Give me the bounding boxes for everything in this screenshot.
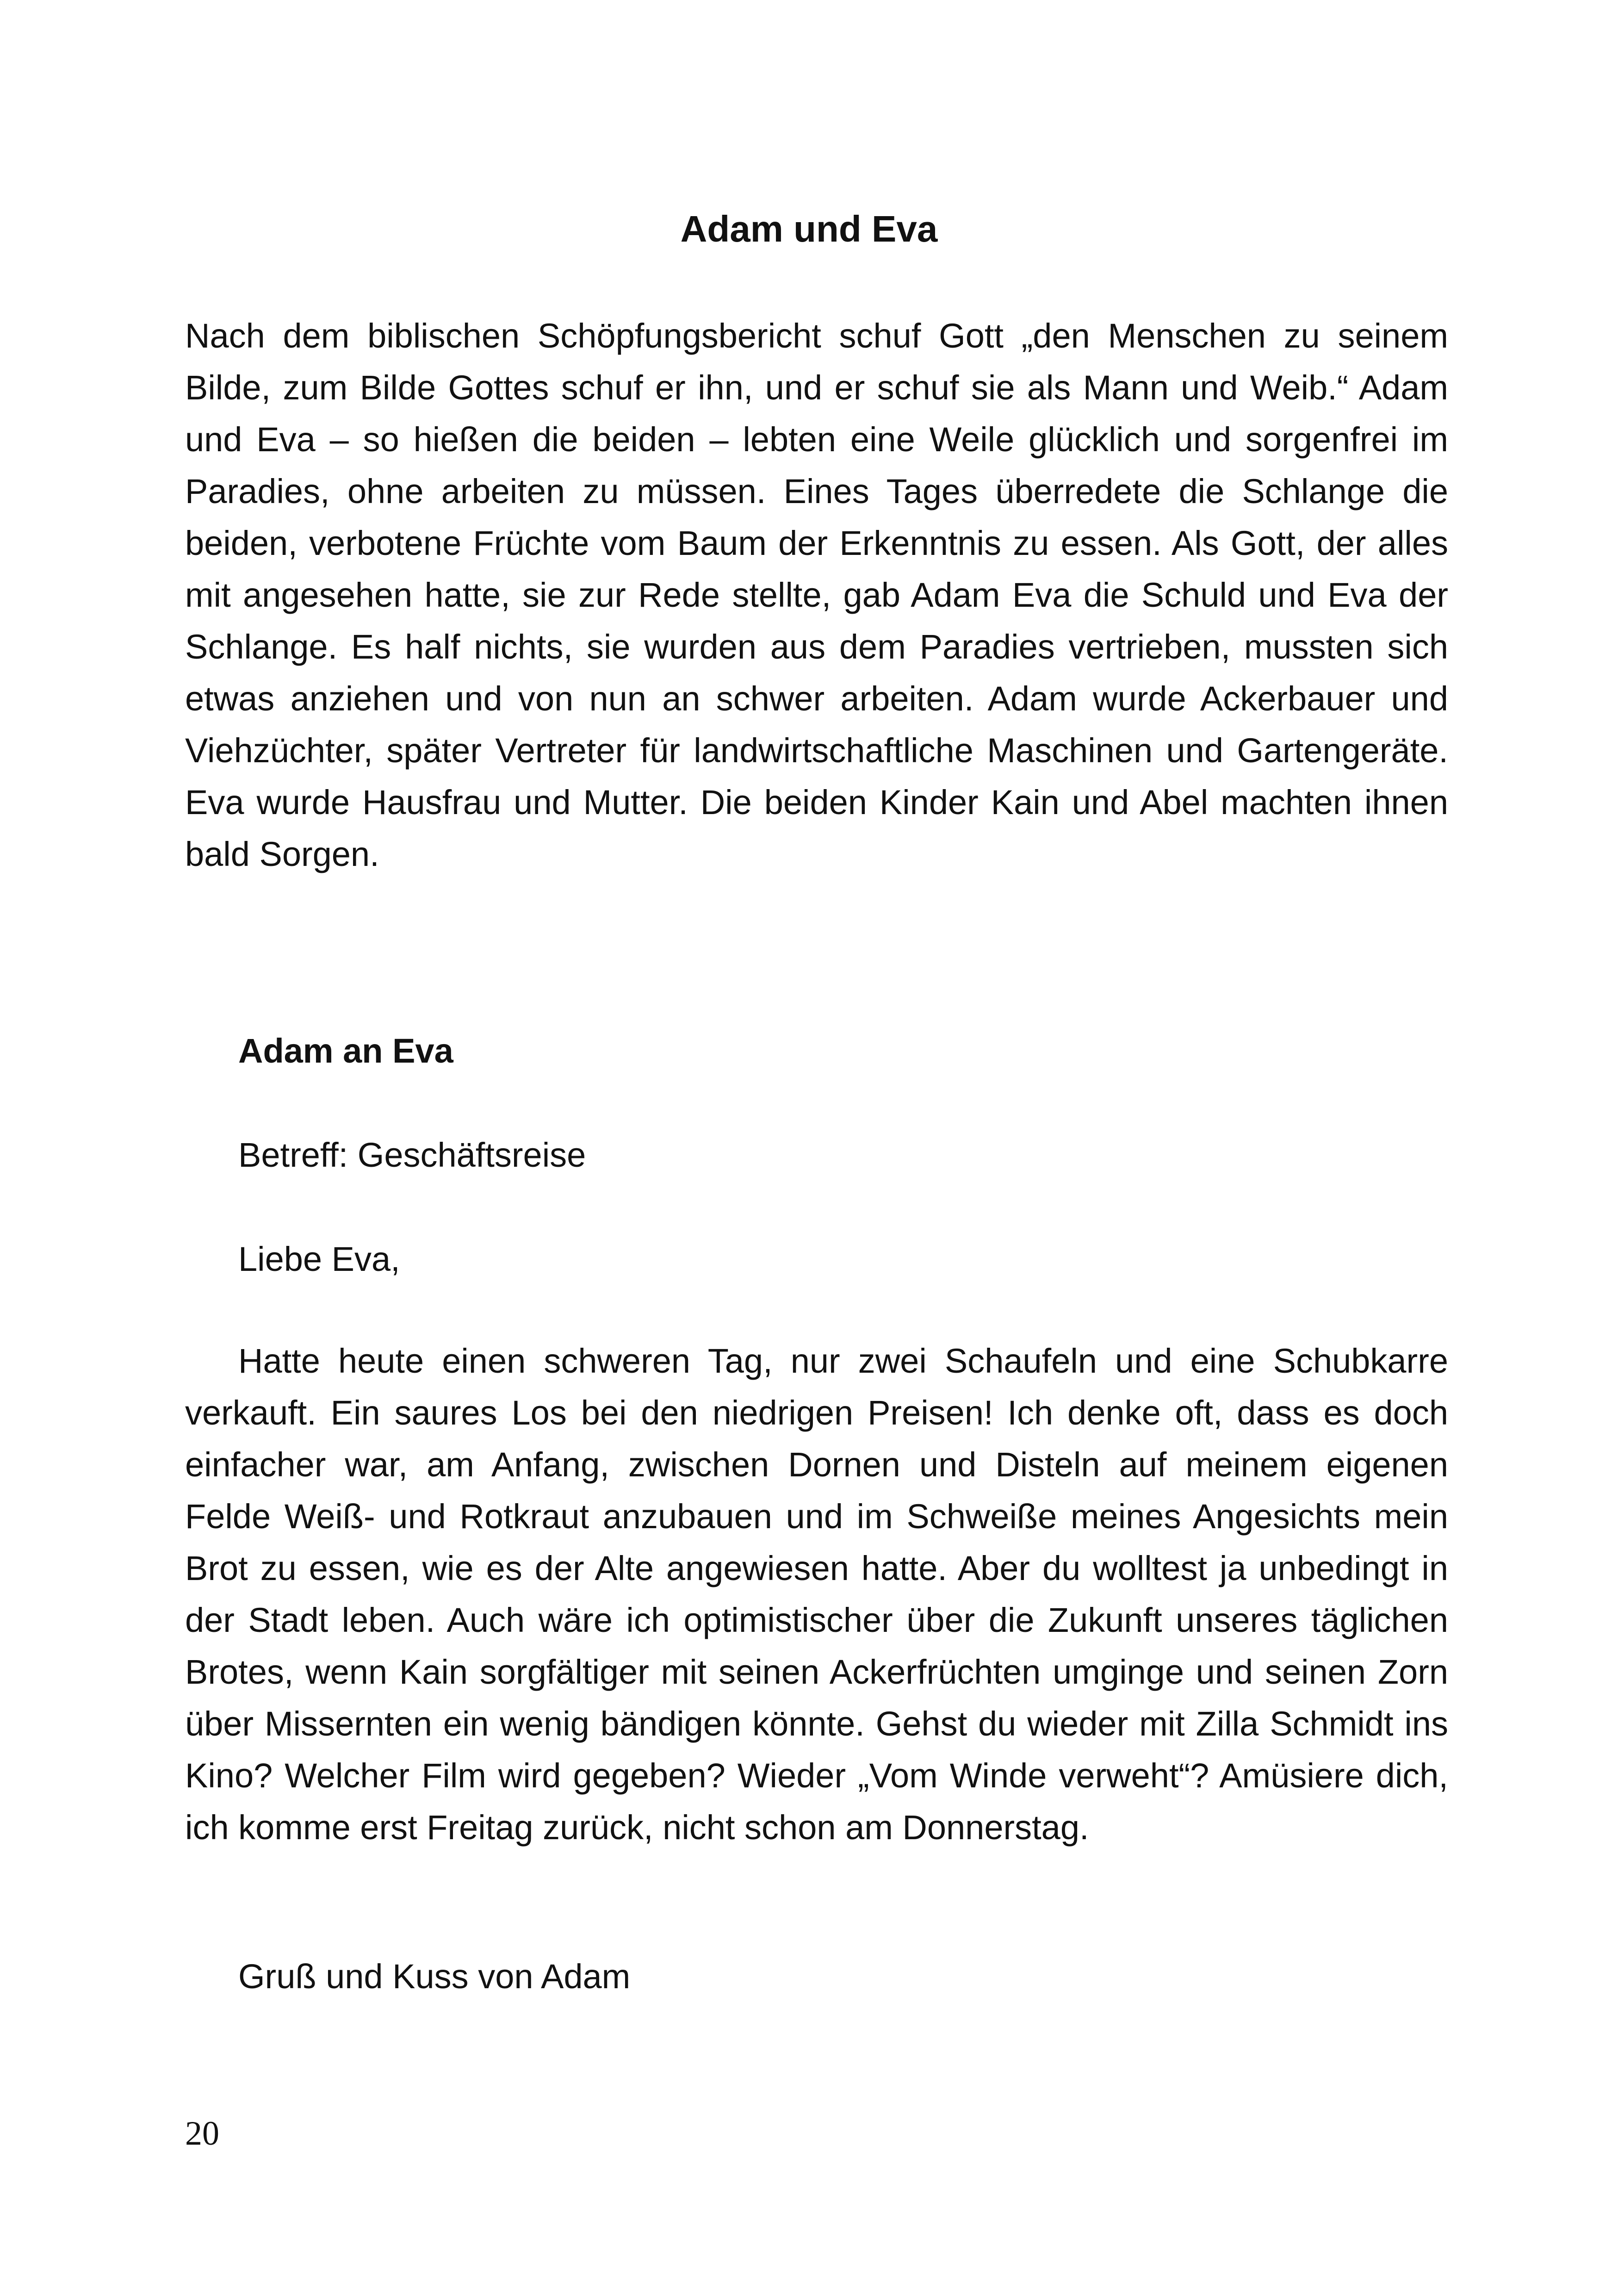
letter-closing: Gruß und Kuss von Adam (238, 1957, 631, 1996)
letter-heading: Adam an Eva (238, 1032, 453, 1070)
chapter-title: Adam und Eva (680, 208, 938, 249)
letter-body: Hatte heute einen schweren Tag, nur zwei Schaufeln und eine Schubkarre verkauft. Ein saures Los bei den niedrigen Preisen! Ich denke oft, dass es doch einfacher war, am Anfang, zwischen Dornen und Disteln auf meinem eigenen Felde Weiß- und Rotkraut anzubauen und im Schweiße meines Angesichts mein Brot zu essen, wie es der Alte angewiesen hatte. Aber du wolltest ja unbedingt in der Stadt leben. Auch wäre ich optimistischer über die Zukunft unseres täglichen Brotes, wenn Kain sorgfältiger mit seinen Ackerfrüchten umginge und seinen Zorn über Missernten ein wenig bändigen könnte. Gehst du wieder mit Zilla Schmidt ins Kino? Welcher Film wird gegeben? Wieder „Vom Winde verweht“? Amüsiere dich, ich komme erst Freitag zurück, nicht schon am Donnerstag. (185, 1342, 1448, 1847)
intro-paragraph: Nach dem biblischen Schöpfungsbericht schuf Gott „den Menschen zu seinem Bilde, zum Bilde Gottes schuf er ihn, und er schuf sie als Mann und Weib.“ Adam und Eva – so hießen die beiden – lebten eine Weile glücklich und sorgenfrei im Paradies, ohne arbeiten zu müssen. Eines Tages überredete die Schlange die beiden, verbotene Früchte vom Baum der Erkenntnis zu essen. Als Gott, der alles mit angesehen hatte, sie zur Rede stellte, gab Adam Eva die Schuld und Eva der Schlange. Es half nichts, sie wurden aus dem Paradies vertrieben, mussten sich etwas anziehen und von nun an schwer arbeiten. Adam wurde Ackerbauer und Viehzüchter, später Vertreter für landwirtschaftliche Maschinen und Gartengeräte. Eva wurde Hausfrau und Mutter. Die beiden Kinder Kain und Abel machten ihnen bald Sorgen. (185, 317, 1448, 873)
letter-subject: Betreff: Geschäftsreise (238, 1136, 586, 1174)
letter-salutation: Liebe Eva, (238, 1240, 400, 1278)
page-number: 20 (185, 2115, 219, 2153)
